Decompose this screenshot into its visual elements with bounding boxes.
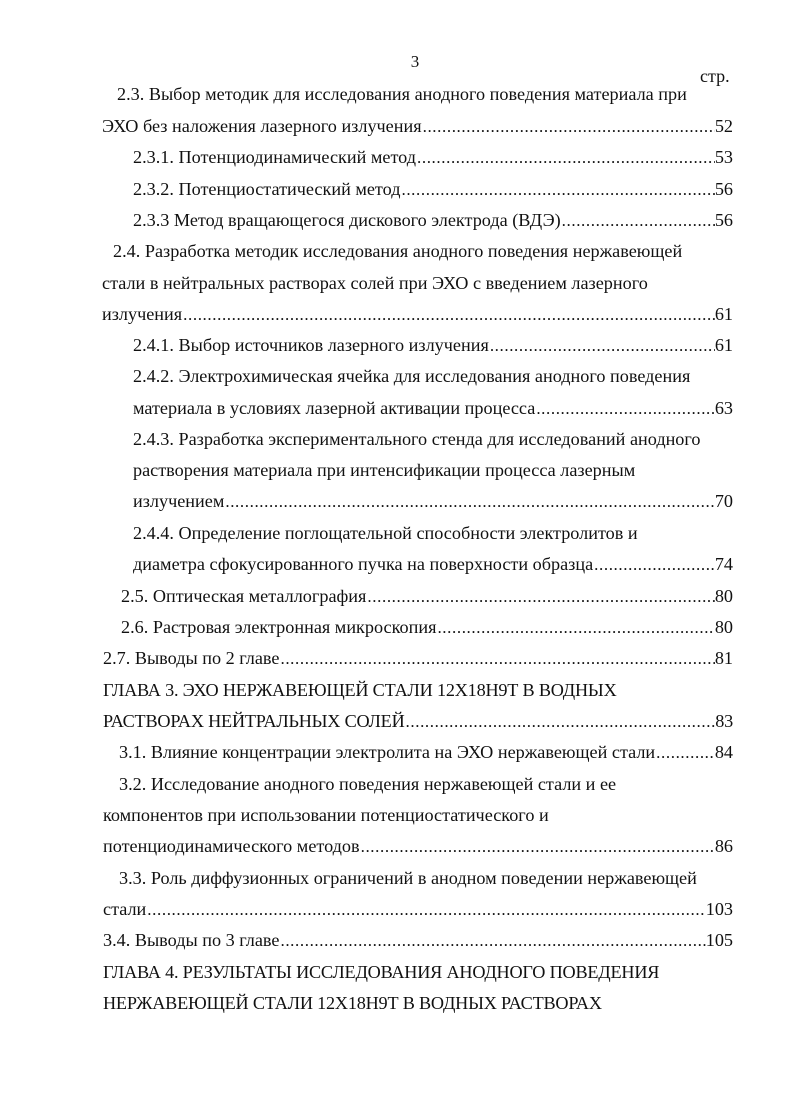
toc-entry-title: 2.4.2. Электрохимическая ячейка для исследования анодного поведения	[133, 366, 691, 386]
toc-entry[interactable]	[133, 173, 733, 205]
toc-entry[interactable]	[119, 862, 697, 894]
toc-entry[interactable]	[133, 485, 733, 517]
toc-entry-page: 80	[714, 617, 733, 637]
toc-entry[interactable]	[133, 548, 733, 580]
toc-entry[interactable]	[102, 267, 648, 299]
toc-entry-page: 61	[714, 304, 733, 324]
toc-entry-page: 56	[714, 210, 733, 230]
toc-dot-leader	[405, 706, 716, 738]
toc-entry[interactable]	[133, 204, 733, 236]
toc-entry-title: 2.5. Оптическая металлография	[121, 586, 367, 606]
toc-entry-title: компонентов при использовании потенциостатического и	[103, 805, 549, 825]
toc-dot-leader	[535, 393, 715, 425]
toc-entry[interactable]	[133, 141, 733, 173]
toc-dot-leader	[655, 737, 715, 769]
toc-entry[interactable]	[103, 642, 733, 674]
toc-entry[interactable]	[121, 611, 733, 643]
toc-entry-title: 2.3.1. Потенциодинамический метод	[133, 147, 416, 167]
toc-entry-title: 2.7. Выводы по 2 главе	[103, 648, 280, 668]
toc-entry-title: излучением	[133, 491, 225, 511]
toc-entry-title: 2.3.2. Потенциостатический метод	[133, 179, 401, 199]
toc-entry-page: 86	[714, 836, 733, 856]
toc-entry-page: 84	[714, 742, 733, 762]
toc-entry[interactable]	[133, 423, 701, 455]
toc-entry[interactable]	[103, 987, 602, 1019]
toc-entry-title: 2.6. Растровая электронная микроскопия	[121, 617, 437, 637]
toc-entry-title: 2.3. Выбор методик для исследования анодного поведения материала при	[117, 84, 687, 104]
toc-entry-page: 61	[714, 335, 733, 355]
toc-dot-leader	[593, 549, 715, 581]
toc-entry[interactable]	[119, 768, 616, 800]
toc-entry-title: стали в нейтральных растворах солей при ЭХО с введением лазерного	[102, 273, 648, 293]
toc-dot-leader	[279, 925, 705, 957]
toc-entry[interactable]	[102, 110, 733, 142]
toc-entry-title: излучения	[102, 304, 183, 324]
toc-entry-title: материала в условиях лазерной активации процесса	[133, 398, 536, 418]
toc-entry-page: 56	[714, 179, 733, 199]
toc-entry-title: растворения материала при интенсификации процесса лазерным	[133, 460, 636, 480]
toc-dot-leader	[436, 612, 714, 644]
toc-entry[interactable]	[103, 924, 733, 956]
toc-entry-title: 3.2. Исследование анодного поведения нержавеющей стали и ее	[119, 774, 617, 794]
toc-dot-leader	[279, 643, 714, 675]
toc-entry-page: 53	[714, 147, 733, 167]
toc-dot-leader	[400, 174, 714, 206]
toc-entry[interactable]	[103, 956, 659, 988]
toc-entry-title: 2.4.3. Разработка экспериментального стенда для исследований анодного	[133, 429, 701, 449]
toc-entry-title: потенциодинамического методов	[103, 836, 360, 856]
toc-dot-leader	[561, 205, 715, 237]
page-number: 3	[410, 52, 420, 71]
toc-entry-page: 63	[714, 398, 733, 418]
toc-entry[interactable]	[103, 799, 549, 831]
toc-entry[interactable]	[133, 360, 690, 392]
toc-entry-page: 52	[714, 116, 733, 136]
toc-entry-page: 80	[714, 586, 733, 606]
toc-entry-title: 2.4.1. Выбор источников лазерного излучения	[133, 335, 489, 355]
toc-dot-leader	[422, 111, 715, 143]
toc-entry[interactable]	[117, 78, 687, 110]
toc-dot-leader	[224, 486, 714, 518]
toc-entry[interactable]	[133, 454, 635, 486]
toc-entry-title: 3.3. Роль диффузионных ограничений в анодном поведении нержавеющей	[119, 868, 697, 888]
toc-entry[interactable]	[133, 392, 733, 424]
toc-entry[interactable]	[103, 893, 733, 925]
toc-entry-page: 81	[714, 648, 733, 668]
toc-entry[interactable]	[133, 329, 733, 361]
toc-entry-page: 83	[715, 711, 733, 731]
toc-entry[interactable]	[113, 235, 682, 267]
toc-entry-page: 70	[714, 491, 733, 511]
toc-entry-title: диаметра сфокусированного пучка на поверхности образца	[133, 554, 594, 574]
toc-entry[interactable]	[133, 517, 638, 549]
toc-dot-leader	[182, 299, 715, 331]
page-column-label: стр.	[700, 66, 730, 86]
toc-entry-page: 103	[705, 899, 733, 919]
toc-entry-page: 74	[714, 554, 733, 574]
toc-entry-title: 3.4. Выводы по 3 главе	[103, 930, 280, 950]
toc-entry-title: 2.4.4. Определение поглощательной способности электролитов и	[133, 523, 638, 543]
toc-entry-title: 3.1. Влияние концентрации электролита на ЭХО нержавеющей стали	[119, 742, 656, 762]
toc-entry[interactable]	[103, 705, 733, 737]
toc-entry-title: ЭХО без наложения лазерного излучения	[102, 116, 422, 136]
toc-entry-title: 2.3.3 Метод вращающегося дискового электрода (ВДЭ)	[133, 210, 561, 230]
toc-entry-title: НЕРЖАВЕЮЩЕЙ СТАЛИ 12Х18Н9Т В ВОДНЫХ РАСТВОРАХ	[103, 993, 602, 1013]
toc-entry-title: стали	[103, 899, 147, 919]
toc-dot-leader	[489, 330, 715, 362]
toc-entry[interactable]	[119, 736, 733, 768]
toc-dot-leader	[366, 581, 714, 613]
toc-dot-leader	[416, 142, 715, 174]
toc-entry-title: ГЛАВА 4. РЕЗУЛЬТАТЫ ИССЛЕДОВАНИЯ АНОДНОГО ПОВЕДЕНИЯ	[103, 962, 660, 982]
toc-entry[interactable]	[103, 830, 733, 862]
toc-entry[interactable]	[103, 674, 617, 706]
toc-entry-page: 105	[705, 930, 733, 950]
toc-entry[interactable]	[121, 580, 733, 612]
toc-dot-leader	[146, 894, 705, 926]
toc-entry-title: 2.4. Разработка методик исследования анодного поведения нержавеющей	[113, 241, 683, 261]
toc-dot-leader	[360, 831, 715, 863]
toc-entry-title: ГЛАВА 3. ЭХО НЕРЖАВЕЮЩЕЙ СТАЛИ 12Х18Н9Т В ВОДНЫХ	[103, 680, 617, 700]
toc-entry[interactable]	[102, 298, 733, 330]
toc-entry-title: РАСТВОРАХ НЕЙТРАЛЬНЫХ СОЛЕЙ	[103, 711, 405, 731]
